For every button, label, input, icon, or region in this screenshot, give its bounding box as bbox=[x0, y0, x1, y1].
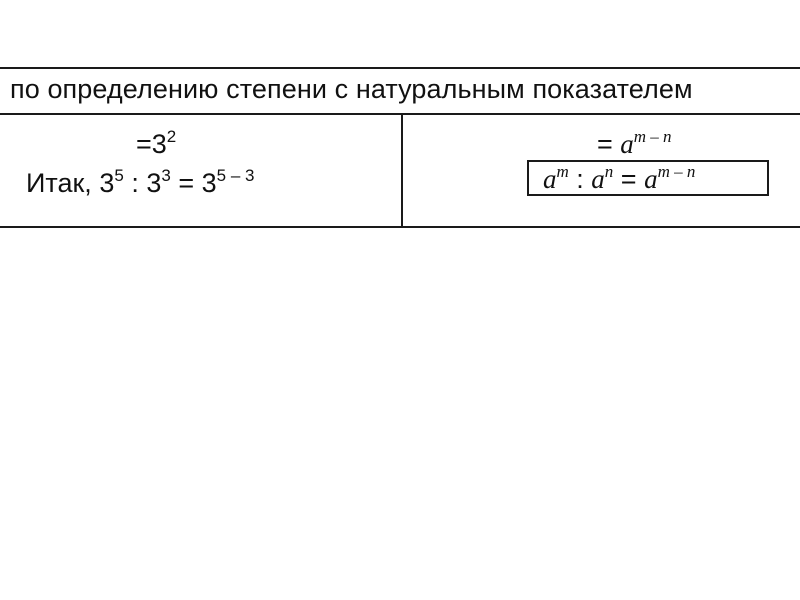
conclusion-base3: 3 bbox=[201, 168, 217, 198]
conclusion-prefix: Итак, bbox=[26, 168, 100, 198]
conclusion-base2: 3 bbox=[146, 168, 162, 198]
conclusion-exp1: 5 bbox=[114, 166, 124, 185]
conclusion-eq: = bbox=[170, 168, 202, 198]
left-result-exp: 2 bbox=[166, 127, 177, 146]
right-result-base: a bbox=[620, 129, 634, 159]
conclusion-op: : bbox=[123, 168, 147, 198]
right-result-line bbox=[597, 127, 672, 159]
rule-eq: = bbox=[613, 164, 645, 194]
header-divider bbox=[0, 113, 800, 115]
rule-exp3: m – n bbox=[657, 162, 696, 181]
conclusion-base1: 3 bbox=[99, 168, 115, 198]
rule-base1: a bbox=[543, 164, 557, 194]
conclusion-exp3: 5 – 3 bbox=[216, 166, 255, 185]
right-result-exp: m – n bbox=[633, 127, 672, 146]
rule-op: : bbox=[568, 164, 592, 194]
rule-base2: a bbox=[591, 164, 605, 194]
right-result-eq: = bbox=[597, 129, 621, 159]
header-row-text: по определению степени с натуральным показателем bbox=[10, 74, 693, 104]
boxed-rule-formula bbox=[543, 162, 696, 194]
rule-base3: a bbox=[644, 164, 658, 194]
rule-exp1: m bbox=[556, 162, 569, 181]
table-bottom-border bbox=[0, 226, 800, 228]
rule-exp2: n bbox=[604, 162, 614, 181]
table-top-border bbox=[0, 67, 800, 69]
left-conclusion-line bbox=[26, 166, 255, 198]
conclusion-exp2: 3 bbox=[161, 166, 171, 185]
left-result-line bbox=[136, 127, 177, 159]
left-result-eq: =3 bbox=[136, 129, 167, 159]
column-divider bbox=[401, 114, 403, 227]
